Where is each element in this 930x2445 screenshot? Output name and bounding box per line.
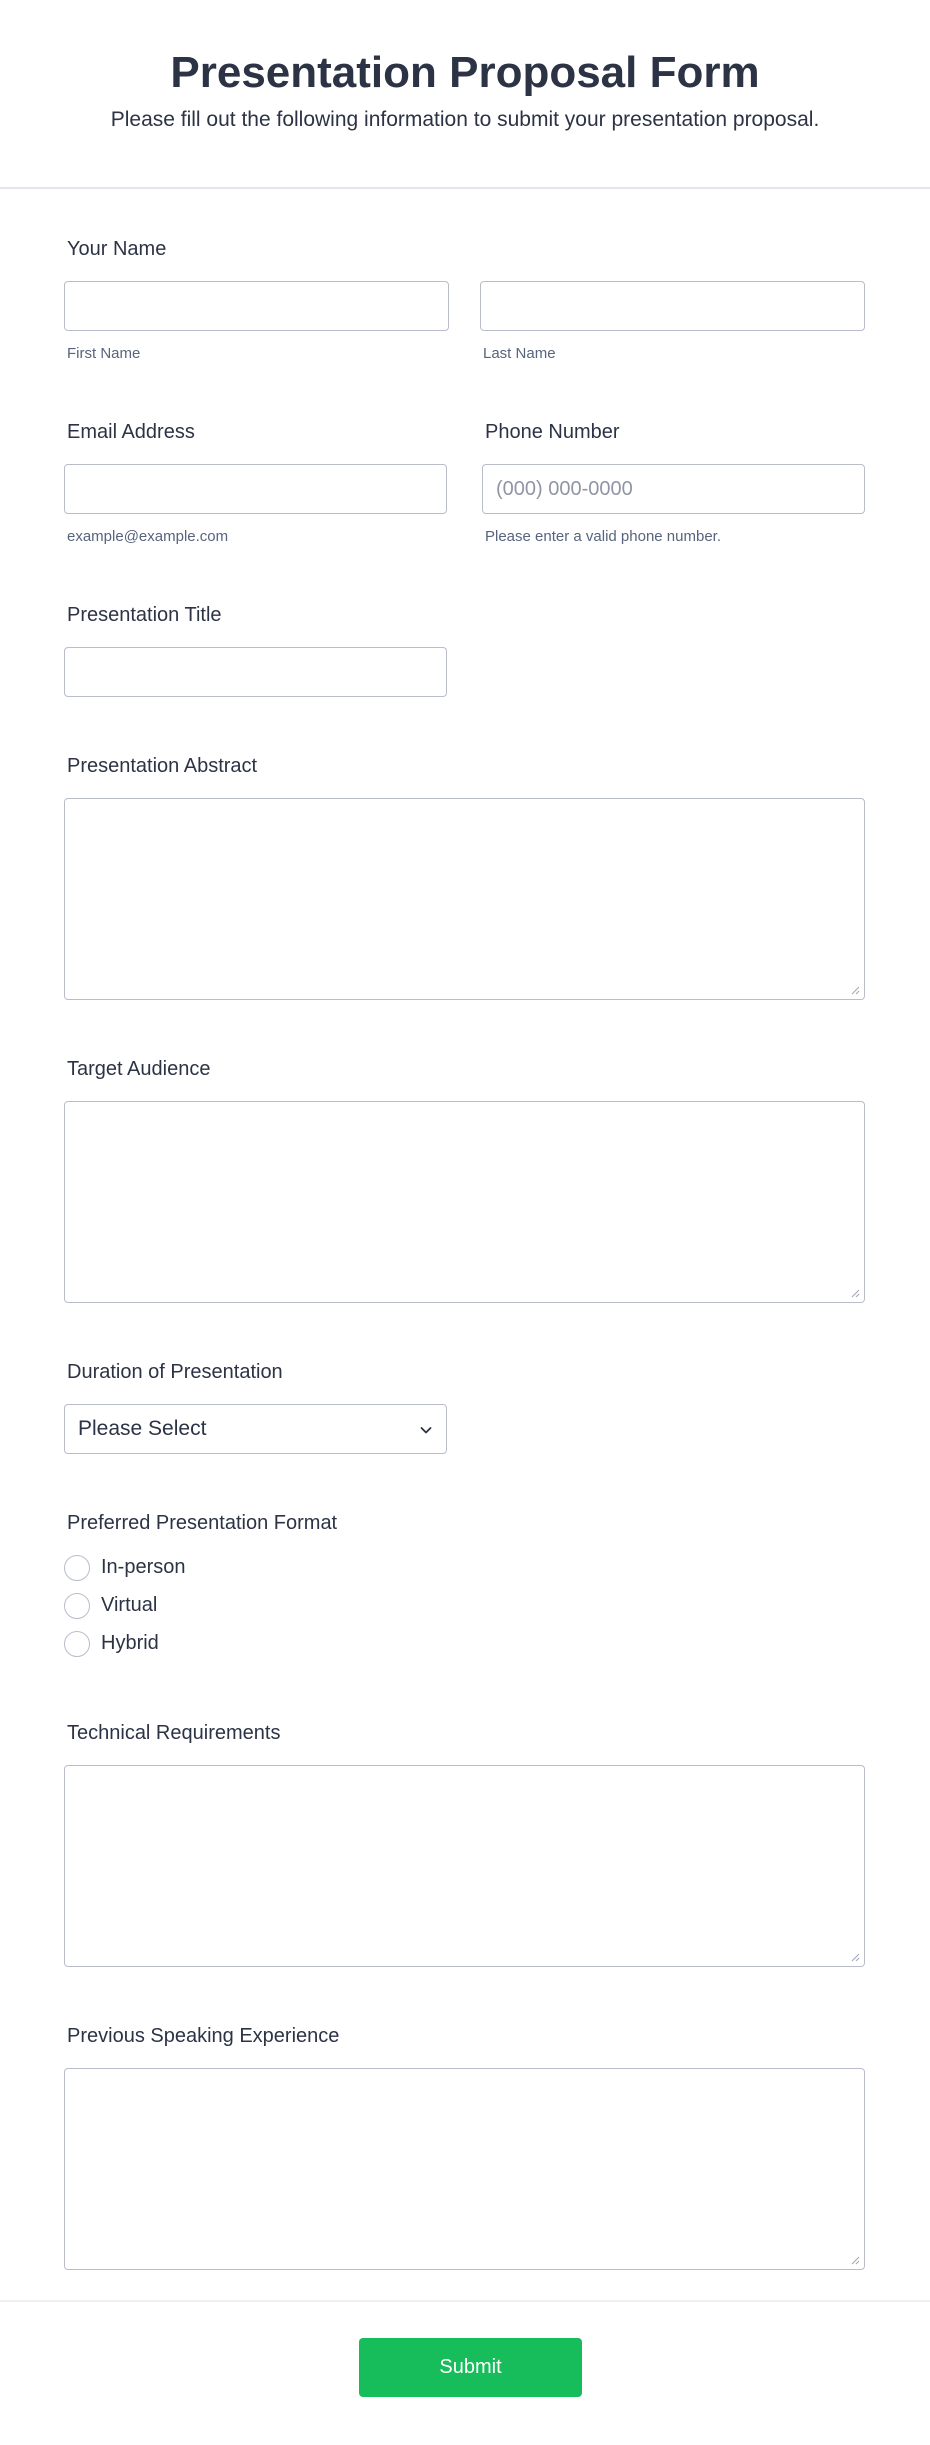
form-subtitle: Please fill out the following information to submit your presentation proposal. [110,108,820,131]
presentation-title-input[interactable] [64,647,447,697]
radio-option-hybrid[interactable] [64,1630,364,1658]
duration-label: Duration of Presentation [67,1361,283,1383]
abstract-label: Presentation Abstract [67,755,258,777]
chevron-down-icon [418,1422,434,1438]
format-label: Preferred Presentation Format [67,1512,338,1534]
radio-label: Hybrid [101,1632,159,1654]
experience-label: Previous Speaking Experience [67,2025,340,2047]
first-name-input[interactable] [64,281,449,331]
email-sublabel: example@example.com [67,528,229,545]
duration-select[interactable] [64,1404,447,1454]
technical-label: Technical Requirements [67,1722,281,1744]
email-input[interactable] [64,464,447,514]
first-name-sublabel: First Name [67,345,141,362]
duration-selected-value: Please Select [78,1417,207,1440]
audience-label: Target Audience [67,1058,211,1080]
form-header [0,0,930,189]
submit-button[interactable]: Submit [359,2338,582,2397]
radio-option-in-person[interactable] [64,1554,364,1582]
radio-option-virtual[interactable] [64,1592,364,1620]
audience-textarea[interactable] [64,1101,865,1303]
radio-button[interactable] [64,1593,90,1619]
presentation-title-label: Presentation Title [67,604,222,626]
radio-label: Virtual [101,1594,158,1616]
form-title: Presentation Proposal Form [170,48,760,97]
email-label: Email Address [67,421,195,443]
phone-sublabel: Please enter a valid phone number. [485,528,721,545]
experience-textarea[interactable] [64,2068,865,2270]
radio-button[interactable] [64,1555,90,1581]
technical-textarea[interactable] [64,1765,865,1967]
last-name-sublabel: Last Name [483,345,556,362]
radio-label: In-person [101,1556,186,1578]
last-name-input[interactable] [480,281,865,331]
radio-button[interactable] [64,1631,90,1657]
phone-label: Phone Number [485,421,620,443]
name-label: Your Name [67,238,167,260]
abstract-textarea[interactable] [64,798,865,1000]
phone-input[interactable] [482,464,865,514]
